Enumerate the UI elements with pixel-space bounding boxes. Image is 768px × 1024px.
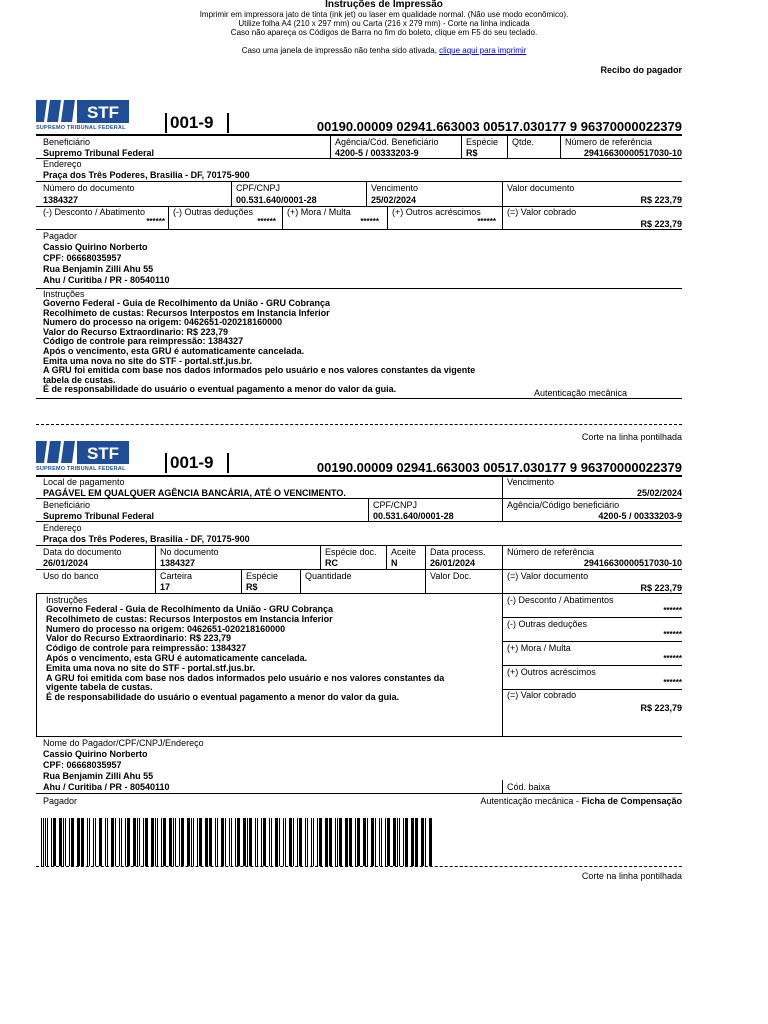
barcode-bar <box>161 818 162 866</box>
valor-cobrado-value: R$ 223,79 <box>640 703 682 713</box>
barcode-bar <box>89 818 90 866</box>
barcode-bar <box>375 818 376 866</box>
barcode-bar <box>387 818 390 866</box>
instrucao-line: A GRU foi emitida com base nos dados informados pelo usuário e nos valores constantes da <box>46 672 445 683</box>
barcode-bar <box>337 818 338 866</box>
data-process-label: Data process. <box>430 547 486 557</box>
barcode-bar <box>405 818 408 866</box>
num-doc-value: 1384327 <box>43 195 79 205</box>
stf-logo-caption: SUPREMO TRIBUNAL FEDERAL <box>36 466 126 472</box>
stf-logo-caption: SUPREMO TRIBUNAL FEDERAL <box>36 125 126 131</box>
barcode-bar <box>363 818 366 866</box>
agencia-value: 4200-5 / 00333203-9 <box>598 511 682 521</box>
data-doc-value: 26/01/2024 <box>43 558 89 568</box>
pagador-line: Cassio Quirino Norberto <box>43 242 148 252</box>
barcode-bar <box>397 818 398 866</box>
instrucao-line: Emita uma nova no site do STF - portal.stf.jus.br. <box>43 355 253 366</box>
cut-line-label: Corte na linha pontilhada <box>581 432 682 442</box>
especie-label: Espécie <box>466 137 499 147</box>
pagador-line: Ahu / Curitiba / PR - 80540110 <box>43 782 170 792</box>
barcode-bar <box>305 818 306 866</box>
instrucao-line: Após o vencimento, esta GRU é automaticamente cancelada. <box>43 346 305 356</box>
barcode-bar <box>163 818 166 866</box>
barcode-bar <box>381 818 382 866</box>
barcode-bar <box>197 818 198 866</box>
pagador-line: CPF: 06668035957 <box>43 760 122 770</box>
instrucao-line: Recolhimeto de custas: Recursos Interpostos em Instancia Inferior <box>43 307 330 318</box>
barcode-bar <box>127 818 130 866</box>
barcode-bar <box>107 818 108 866</box>
barcode-bar <box>47 818 48 866</box>
receipt-title: Recibo do pagador <box>600 65 682 75</box>
barcode-bar <box>289 818 292 866</box>
outros-acrescimos-value: ****** <box>663 678 682 687</box>
stf-logo-icon <box>36 100 131 124</box>
barcode-bar <box>231 818 232 866</box>
referencia-value: 29416630000517030-10 <box>583 558 682 568</box>
svg-text:STF: STF <box>86 103 120 122</box>
outras-deducoes-label: (-) Outras deduções <box>173 207 254 217</box>
instrucao-line: Emita uma nova no site do STF - portal.stf.jus.br. <box>46 662 256 673</box>
barcode-bar <box>355 818 356 866</box>
barcode-bar <box>311 818 312 866</box>
instrucao-line: Valor do Recurso Extraordinario: R$ 223,79 <box>43 326 229 337</box>
beneficiario-label: Beneficiário <box>43 500 91 510</box>
barcode-bar <box>379 818 380 866</box>
barcode-bar <box>71 818 74 866</box>
instrucao-line: Código de controle para reimpressão: 1384327 <box>43 336 244 347</box>
pagador-label: Pagador <box>43 231 78 241</box>
agencia-value: 4200-5 / 00333203-9 <box>335 148 419 158</box>
barcode-bar <box>119 818 120 866</box>
pagador-line: Cassio Quirino Norberto <box>43 749 148 759</box>
instrucao-line: A GRU foi emitida com base nos dados informados pelo usuário e nos valores constantes da vigente <box>43 365 476 376</box>
aceite-label: Aceite <box>391 547 417 557</box>
pagador-line: CPF: 06668035957 <box>43 253 122 263</box>
barcode-bar <box>243 818 246 866</box>
barcode-bar <box>393 818 396 866</box>
outras-deducoes-label: (-) Outras deduções <box>507 619 588 629</box>
barcode-bar <box>237 818 240 866</box>
barcode-bar <box>299 818 302 866</box>
valor-documento-label: (=) Valor documento <box>507 571 589 581</box>
especie-doc-value: RC <box>325 558 338 568</box>
print-link[interactable]: clique aqui para imprimir <box>439 46 527 55</box>
valor-cobrado-label: (=) Valor cobrado <box>507 207 577 217</box>
barcode-bar <box>205 818 208 866</box>
barcode-bar <box>425 818 426 866</box>
barcode-bar <box>271 818 272 866</box>
cpf-cnpj-label: CPF/CNPJ <box>236 183 281 193</box>
barcode-bar <box>181 818 184 866</box>
digitable-line: 00190.00009 02941.663003 00517.030177 9 96370000022379 <box>316 460 682 475</box>
print-instructions-line-4 <box>0 46 768 55</box>
mora-value: ****** <box>360 217 379 226</box>
mora-label: (+) Mora / Multa <box>507 643 571 653</box>
outros-acrescimos-value: ****** <box>477 217 496 226</box>
instrucao-line: Código de controle para reimpressão: 1384327 <box>46 643 247 654</box>
barcode-bar <box>199 818 202 866</box>
agencia-label: Agência/Código beneficiário <box>507 500 620 510</box>
barcode-bar <box>249 818 252 866</box>
agencia-label: Agência/Cód. Beneficiário <box>335 137 439 147</box>
endereco-label: Endereço <box>43 523 82 533</box>
barcode-bar <box>261 818 262 866</box>
vencimento-value: 25/02/2024 <box>636 488 682 498</box>
barcode-bar <box>145 818 148 866</box>
data-doc-label: Data do documento <box>43 547 122 557</box>
cod-baixa-label: Cód. baixa <box>507 782 551 792</box>
barcode-bar <box>59 818 62 866</box>
barcode-bar <box>275 818 278 866</box>
barcode-bar <box>137 818 138 866</box>
barcode-bar <box>349 818 352 866</box>
cpf-cnpj-value: 00.531.640/0001-28 <box>373 511 454 521</box>
instrucao-line: É de responsabilidade do usuário o eventual pagamento a menor do valor da guia. <box>46 692 400 703</box>
print-instructions-title: Instruções de Impressão <box>325 0 443 10</box>
autenticacao-mecanica: Autenticação mecânica <box>534 388 628 398</box>
num-doc-label: No documento <box>160 547 219 557</box>
barcode-bar <box>313 818 314 866</box>
barcode-bar <box>235 818 236 866</box>
barcode-bar <box>41 818 42 866</box>
barcode-bar <box>335 818 336 866</box>
barcode-bar <box>421 818 424 866</box>
barcode-bar <box>221 818 224 866</box>
barcode-bar <box>63 818 64 866</box>
cpf-cnpj-label: CPF/CNPJ <box>373 500 418 510</box>
barcode-bar <box>269 818 270 866</box>
desconto-value: ****** <box>146 217 165 226</box>
carteira-value: 17 <box>160 582 171 592</box>
instrucao-line: Recolhimeto de custas: Recursos Interpostos em Instancia Inferior <box>46 613 333 624</box>
barcode-bar <box>133 818 136 866</box>
barcode-bar <box>325 818 328 866</box>
barcode-bar <box>191 818 192 866</box>
barcode-bar <box>125 818 126 866</box>
barcode-bar <box>285 818 286 866</box>
barcode-bar <box>139 818 140 866</box>
cut-line <box>36 866 682 867</box>
instrucao-line: Numero do processo na origem: 0462651-020218160000 <box>43 317 283 328</box>
barcode-bar <box>293 818 294 866</box>
pagador-label: Nome do Pagador/CPF/CNPJ/Endereço <box>43 738 204 748</box>
local-pagamento-label: Local de pagamento <box>43 477 125 487</box>
instrucao-line: É de responsabilidade do usuário o eventual pagamento a menor do valor da guia. <box>43 384 397 395</box>
barcode-bar <box>411 818 414 866</box>
barcode-bar <box>319 818 322 866</box>
barcode-bar <box>115 818 116 866</box>
quantidade-label: Quantidade <box>305 571 352 581</box>
autenticacao-mecanica: Autenticação mecânica <box>480 796 574 806</box>
barcode <box>41 818 433 866</box>
barcode-bar <box>429 818 432 866</box>
desconto-value: ****** <box>663 606 682 615</box>
especie-value: R$ <box>466 148 478 158</box>
barcode-bar <box>99 818 102 866</box>
bank-code: 001-9 <box>170 453 214 472</box>
print-instructions-line-3: Caso não apareça os Códigos de Barra no fim do boleto, clique em F5 do seu teclado. <box>230 28 538 37</box>
especie-doc-label: Espécie doc. <box>325 547 377 557</box>
referencia-label: Número de referência <box>507 547 595 557</box>
barcode-bar <box>169 818 172 866</box>
barcode-bar <box>217 818 218 866</box>
data-process-value: 26/01/2024 <box>430 558 476 568</box>
mora-label: (+) Mora / Multa <box>287 207 351 217</box>
instrucao-line: Valor do Recurso Extraordinario: R$ 223,79 <box>46 633 232 644</box>
barcode-bar <box>175 818 176 866</box>
barcode-bar <box>53 818 56 866</box>
barcode-bar <box>329 818 332 866</box>
cut-line-label: Corte na linha pontilhada <box>581 871 682 881</box>
uso-banco-label: Uso do banco <box>43 571 99 581</box>
valor-label: Valor Doc. <box>430 571 472 581</box>
stf-logo <box>36 100 131 130</box>
barcode-bar <box>69 818 70 866</box>
pagador-line: Rua Benjamin Zilli Ahu 55 <box>43 264 154 274</box>
digitable-line: 00190.00009 02941.663003 00517.030177 9 96370000022379 <box>316 119 682 134</box>
instrucao-line: vigente tabela de custas. <box>46 682 153 693</box>
barcode-bar <box>415 818 418 866</box>
pagador-line: Ahu / Curitiba / PR - 80540110 <box>43 275 170 285</box>
barcode-bar <box>187 818 190 866</box>
qtde-label: Qtde. <box>512 137 535 147</box>
stf-logo-icon <box>36 441 131 465</box>
barcode-bar <box>93 818 94 866</box>
ficha-separator: - <box>575 796 579 806</box>
outras-deducoes-value: ****** <box>663 630 682 639</box>
barcode-bar <box>263 818 266 866</box>
barcode-bar <box>45 818 46 866</box>
svg-text:STF: STF <box>86 444 120 463</box>
barcode-bar <box>65 818 66 866</box>
barcode-bar <box>257 818 258 866</box>
barcode-bar <box>339 818 342 866</box>
barcode-bar <box>283 818 284 866</box>
cpf-cnpj-value: 00.531.640/0001-28 <box>236 195 317 205</box>
barcode-bar <box>81 818 84 866</box>
barcode-bar <box>151 818 154 866</box>
beneficiario-label: Beneficiário <box>43 137 91 147</box>
especie-label: Espécie <box>246 571 279 581</box>
barcode-bar <box>215 818 216 866</box>
barcode-bar <box>51 818 52 866</box>
barcode-bar <box>111 818 114 866</box>
referencia-label: Número de referência <box>565 137 653 147</box>
instrucao-line: Governo Federal - Guia de Recolhimento da União - GRU Cobrança <box>43 298 331 308</box>
barcode-bar <box>225 818 226 866</box>
especie-value: R$ <box>246 582 258 592</box>
stf-logo <box>36 441 131 471</box>
barcode-bar <box>77 818 80 866</box>
barcode-bar <box>307 818 308 866</box>
barcode-bar <box>357 818 360 866</box>
barcode-bar <box>403 818 404 866</box>
barcode-bar <box>209 818 212 866</box>
barcode-bar <box>179 818 180 866</box>
print-instructions-line-1: Imprimir em impressora jato de tinta (ink jet) ou laser em qualidade normal. (Não use modo econômico). <box>199 10 569 19</box>
barcode-bar <box>399 818 400 866</box>
num-doc-label: Número do documento <box>43 183 135 193</box>
barcode-bar <box>155 818 156 866</box>
barcode-bar <box>87 818 88 866</box>
endereco-value: Praça dos Três Poderes, Brasilia - DF, 70175-900 <box>43 170 250 180</box>
pagador-footer-label: Pagador <box>43 796 78 806</box>
outros-acrescimos-label: (+) Outros acréscimos <box>392 207 481 217</box>
num-doc-value: 1384327 <box>160 558 196 568</box>
barcode-bar <box>229 818 230 866</box>
barcode-bar <box>255 818 256 866</box>
print-instructions-line-2: Utilize folha A4 (210 x 297 mm) ou Carta (216 x 279 mm) - Corte na linha indicada <box>238 19 530 28</box>
barcode-bar <box>345 818 348 866</box>
aceite-value: N <box>391 558 398 568</box>
barcode-bar <box>279 818 280 866</box>
instrucao-line: Governo Federal - Guia de Recolhimento da União - GRU Cobrança <box>46 604 334 614</box>
carteira-label: Carteira <box>160 571 193 581</box>
outras-deducoes-value: ****** <box>257 217 276 226</box>
instrucao-line: Numero do processo na origem: 0462651-020218160000 <box>46 623 286 634</box>
barcode-bar <box>247 818 248 866</box>
vencimento-value: 25/02/2024 <box>371 195 417 205</box>
barcode-bar <box>105 818 106 866</box>
barcode-bar <box>385 818 386 866</box>
barcode-bar <box>297 818 298 866</box>
ficha-compensacao-label: Ficha de Compensação <box>581 796 682 806</box>
outros-acrescimos-label: (+) Outros acréscimos <box>507 667 596 677</box>
barcode-bar <box>317 818 318 866</box>
beneficiario-value: Supremo Tribunal Federal <box>43 511 155 521</box>
referencia-value: 29416630000517030-10 <box>583 148 682 158</box>
valor-doc-value: R$ 223,79 <box>640 195 682 205</box>
barcode-bar <box>121 818 122 866</box>
instrucoes-label: Instruções <box>46 595 88 605</box>
endereco-value: Praça dos Três Poderes, Brasilia - DF, 70175-900 <box>43 534 250 544</box>
valor-doc-label: Valor documento <box>507 183 575 193</box>
instrucoes-label: Instruções <box>43 289 85 299</box>
vencimento-label: Vencimento <box>371 183 419 193</box>
barcode-bar <box>367 818 368 866</box>
barcode-bar <box>173 818 174 866</box>
desconto-label: (-) Desconto / Abatimento <box>43 207 146 217</box>
endereco-label: Endereço <box>43 159 82 169</box>
valor-documento-value: R$ 223,79 <box>640 583 682 593</box>
desconto-label: (-) Desconto / Abatimentos <box>507 595 614 605</box>
barcode-bar <box>157 818 158 866</box>
print-prompt-text: Caso uma janela de impressão não tenha sido ativada, <box>241 46 437 55</box>
cut-line <box>36 424 682 425</box>
bank-code: 001-9 <box>170 113 214 132</box>
barcode-bar <box>193 818 194 866</box>
vencimento-label: Vencimento <box>507 477 555 487</box>
instrucao-line: Após o vencimento, esta GRU é automaticamente cancelada. <box>46 653 308 663</box>
pagador-line: Rua Benjamin Zilli Ahu 55 <box>43 771 154 781</box>
barcode-bar <box>43 818 44 866</box>
barcode-bar <box>95 818 96 866</box>
local-pagamento-value: PAGÁVEL EM QUALQUER AGÊNCIA BANCÁRIA, ATÉ O VENCIMENTO. <box>43 488 346 498</box>
mora-value: ****** <box>663 654 682 663</box>
instrucao-line: tabela de custas. <box>43 374 116 385</box>
barcode-bar <box>371 818 374 866</box>
valor-cobrado-label: (=) Valor cobrado <box>507 690 577 700</box>
barcode-bar <box>143 818 144 866</box>
beneficiario-value: Supremo Tribunal Federal <box>43 148 155 158</box>
ficha-footer <box>480 796 682 806</box>
valor-cobrado-value: R$ 223,79 <box>640 219 682 229</box>
